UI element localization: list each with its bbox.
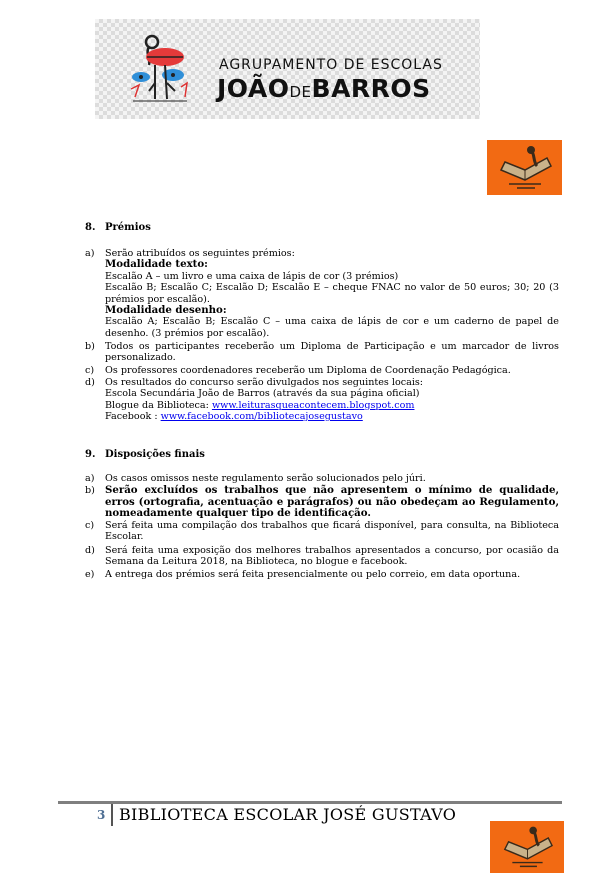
library-book-icon	[490, 821, 564, 873]
list-marker: c)	[85, 520, 95, 531]
library-book-icon	[487, 140, 562, 195]
header-school-name	[217, 74, 431, 103]
item-text: Os resultados do concurso serão divulgados nos seguintes locais:	[105, 377, 424, 388]
header-school-group: AGRUPAMENTO DE ESCOLAS	[219, 57, 443, 73]
item-text: Todos os participantes receberão um Diploma de Participação e um marcador de livros personalizado.	[105, 341, 559, 364]
list-marker: d)	[85, 377, 95, 388]
item-text: Os casos omissos neste regulamento serão solucionados pelo júri.	[105, 473, 426, 484]
page-number: 3	[97, 808, 106, 822]
facebook-line	[105, 411, 559, 422]
item-text: Escola Secundária João de Barros (através da sua página oficial)	[105, 388, 420, 400]
facebook-label: Facebook :	[105, 411, 161, 423]
item-text: Escalão B; Escalão C; Escalão D; Escalão E – cheque FNAC no valor de 50 euros; 30; 20 (3 prémios por escalão).	[105, 282, 559, 305]
item-text: Os professores coordenadores receberão um Diploma de Coordenação Pedagógica.	[105, 365, 511, 376]
list-marker: e)	[85, 569, 95, 580]
section-number: 9.	[85, 449, 96, 460]
list-marker: b)	[85, 485, 95, 496]
open-book-icon	[487, 140, 562, 195]
subheading: Modalidade texto:	[105, 258, 208, 271]
item-text: A entrega dos prémios será feita presencialmente ou pelo correio, em data oportuna.	[105, 569, 521, 580]
section-title: Disposições finais	[105, 449, 205, 460]
header-name-part: JOÃO	[217, 74, 290, 103]
blog-link[interactable]: www.leiturasqueacontecem.blogspot.com	[211, 399, 415, 411]
list-marker: a)	[85, 248, 95, 259]
footer-separator	[111, 804, 113, 826]
item-text: Escalão A; Escalão B; Escalão C – uma caixa de lápis de cor e um caderno de papel de desenho. (3 prémios por escalão).	[105, 316, 559, 339]
header-name-part: BARROS	[311, 74, 431, 103]
item-text: Escalão A – um livro e uma caixa de lápis de cor (3 prémios)	[105, 270, 399, 282]
list-marker: c)	[85, 365, 95, 376]
section-title: Prémios	[105, 222, 151, 233]
section-9-heading	[85, 449, 205, 460]
list-marker: b)	[85, 341, 95, 352]
school-header-banner	[95, 19, 480, 119]
blog-label: Blogue da Biblioteca:	[105, 399, 212, 411]
subheading: Modalidade desenho:	[105, 304, 227, 317]
blog-line	[105, 400, 559, 411]
header-name-part: DE	[289, 83, 312, 101]
footer-divider	[58, 801, 562, 804]
section-8-heading	[85, 222, 151, 233]
item-text: Serão excluídos os trabalhos que não apresentem o mínimo de qualidade, erros (ortografia, acentuação e parágrafos) ou não obedeçam ao Regulamento, nomeadamente qualquer tipo de identificação.	[105, 484, 559, 520]
footer-title: BIBLIOTECA ESCOLAR JOSÉ GUSTAVO	[119, 805, 457, 824]
open-book-icon	[490, 821, 564, 873]
item-text: Serão atribuídos os seguintes prémios:	[105, 248, 295, 259]
facebook-link[interactable]: www.facebook.com/bibliotecajosegustavo	[160, 411, 363, 423]
item-text: Será feita uma exposição dos melhores trabalhos apresentados a concurso, por ocasião da Semana da Leitura 2018, na Biblioteca, no blogue e facebook.	[105, 545, 559, 568]
flamingo-logo-icon	[125, 33, 195, 105]
list-marker: d)	[85, 545, 95, 556]
item-text: Será feita uma compilação dos trabalhos que ficará disponível, para consulta, na Biblioteca Escolar.	[105, 520, 559, 543]
section-number: 8.	[85, 222, 96, 233]
list-marker: a)	[85, 473, 95, 484]
